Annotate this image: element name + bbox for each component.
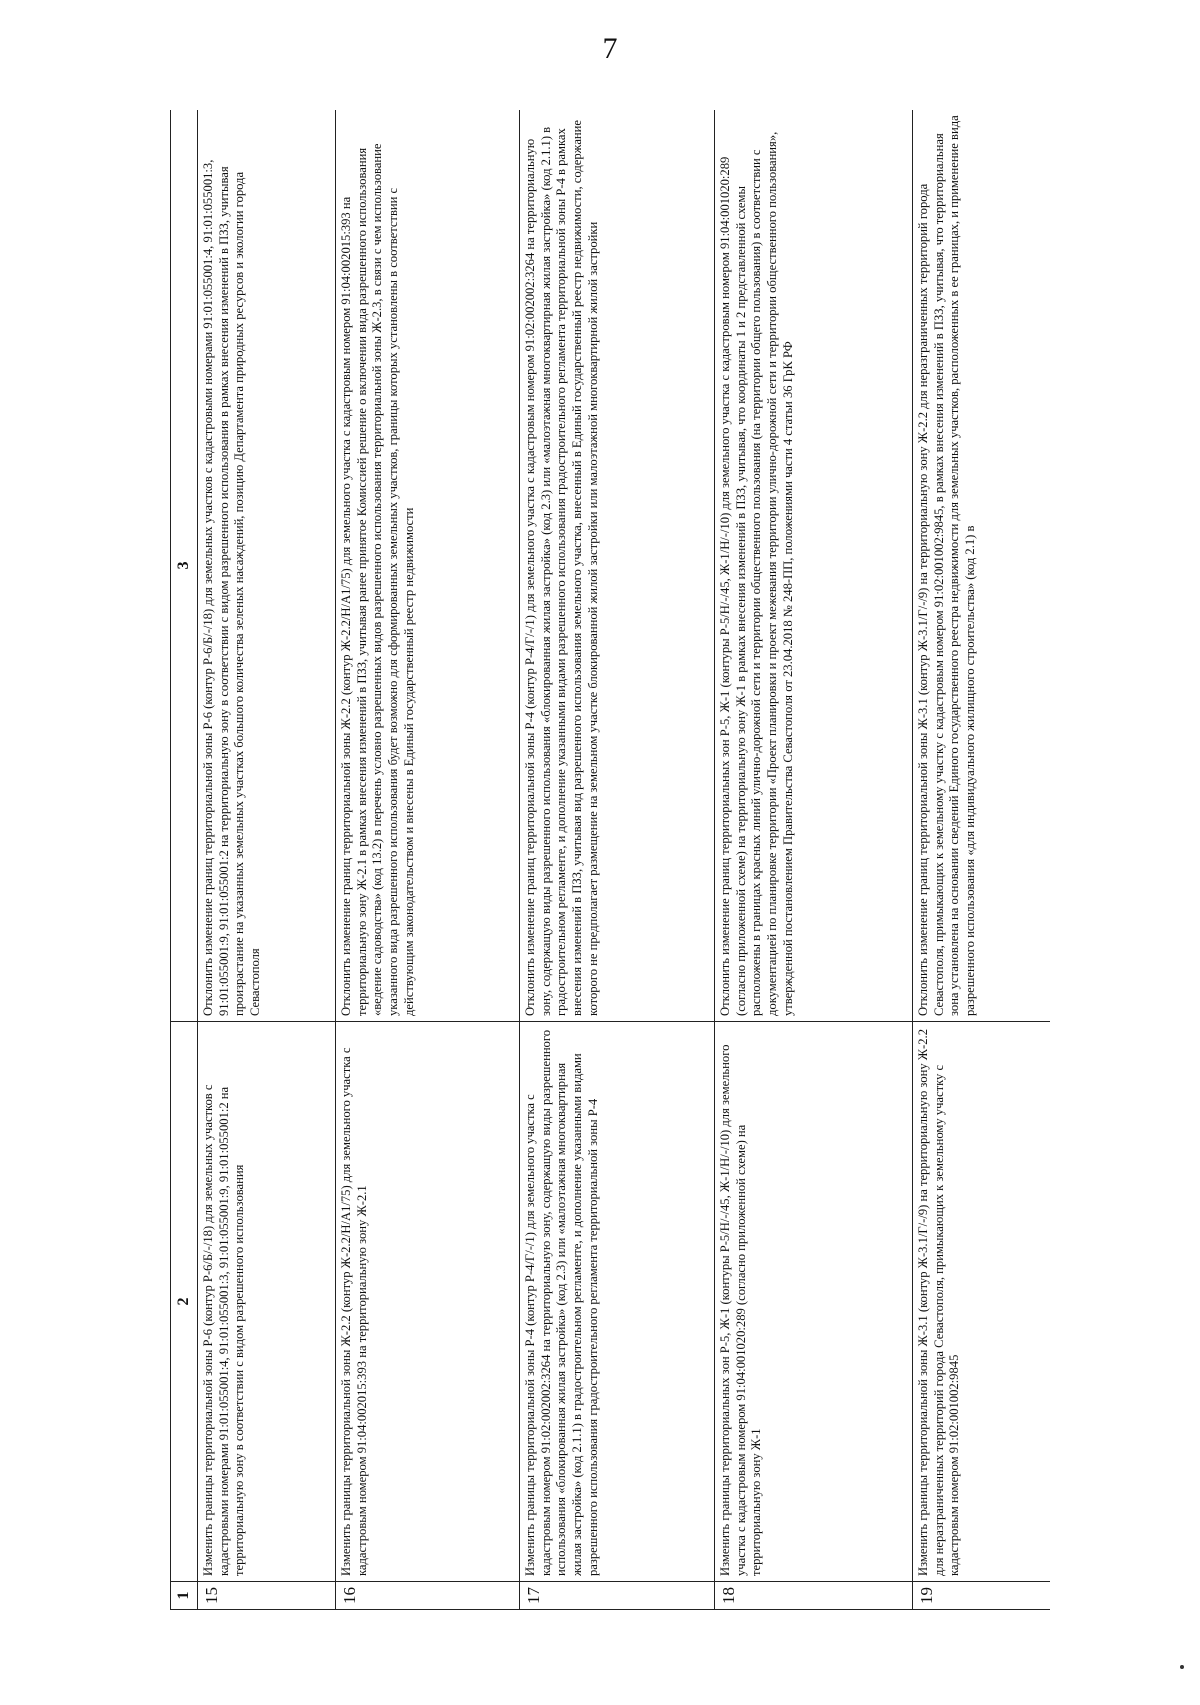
decision-table — [170, 110, 1050, 1610]
scan-speck — [1180, 1665, 1184, 1669]
row-number: 15 — [198, 1582, 336, 1610]
decision-cell: Отклонить изменение границ территориальной зоны Ж-3.1 (контур Ж-3.1/Г/-/9) на территориальную зону Ж-2.2 для неразграниченных территорий города Севастополя, примыкающих к земельному участку с кадастровым номером 91:02:001002:9845, в рамках внесения изменений в ПЗЗ, учитывая, что территориальная зона установлена на основании сведений Единого государственного реестра недвижимости для земельных участков, расположенных в ее границах, и применение вида разрешенного использования «для индивидуального жилищного строительства» (код 2.1) в — [913, 110, 1051, 1022]
table-header-row — [171, 110, 198, 1610]
proposal-cell: Изменить границы территориальной зоны Р-4 (контур Р-4/Г/-/1) для земельного участка с кадастровым номером 91:02:002002:3264 на территориальную зону, содержащую виды разрешенного использования «блокированная жилая застройка» (код 2.3) или «малоэтажная многоквартирная жилая застройка» (код 2.1.1) в градостроительном регламенте, и дополнение указанными видами разрешенного использования градостроительного регламента территориальной зоны Р-4 — [520, 1022, 715, 1582]
header-col-2: 2 — [171, 1022, 198, 1582]
table-row — [198, 110, 336, 1610]
header-col-1: 1 — [171, 1582, 198, 1610]
row-number: 19 — [913, 1582, 1051, 1610]
table-row — [715, 110, 913, 1610]
rotated-table-frame — [170, 110, 1050, 1610]
page-number: 7 — [602, 32, 618, 65]
header-col-3: 3 — [171, 110, 198, 1022]
table-row — [336, 110, 520, 1610]
row-number: 17 — [520, 1582, 715, 1610]
proposal-cell: Изменить границы территориальной зоны Ж-3.1 (контур Ж-3.1/Г/-/9) на территориальную зону Ж-2.2 для неразграниченных территорий города Севастополя, примыкающих к земельному участку с кадастровым номером 91:02:001002:9845 — [913, 1022, 1051, 1582]
table-row — [520, 110, 715, 1610]
rotated-table-sheet — [170, 110, 1050, 1610]
proposal-cell: Изменить границы территориальных зон Р-5, Ж-1 (контуры Р-5/Н/-/45, Ж-1/Н/-/10) для земельного участка с кадастровым номером 91:04:001020:289 (согласно приложенной схеме) на территориальную зону Ж-1 — [715, 1022, 913, 1582]
decision-cell: Отклонить изменение границ территориальной зоны Р-4 (контур Р-4/Г/-/1) для земельного участка с кадастровым номером 91:02:002002:3264 на территориальную зону, содержащую виды разрешенного использования «блокированная жилая застройка» (код 2.3) или «малоэтажная многоквартирная жилая застройка» (код 2.1.1) в градостроительном регламенте, и дополнение указанными видами разрешенного использования градостроительного регламента территориальной зоны Р-4 в рамках внесения изменений в ПЗЗ, учитывая вид разрешенного использования земельного участка, внесенный в Единый государственный реестр недвижимости, содержание которого не предполагает размещение на земельном участке блокированной жилой застройки или малоэтажной многоквартирной жилой застройки — [520, 110, 715, 1022]
decision-cell: Отклонить изменение границ территориальных зон Р-5, Ж-1 (контуры Р-5/Н/-/45, Ж-1/Н/-/10) для земельного участка с кадастровым номером 91:04:001020:289 (согласно приложенной схеме) на территориальную зону Ж-1 в рамках внесения изменений в ПЗЗ, учитывая, что координаты 1 и 2 представленной схемы расположены в границах красных линий улично-дорожной сети и территории общественного пользования (на территории общего пользования) в соответствии с документацией по планировке территории «Проект планировки и проект межевания территории улично-дорожной сети и территории общественного пользования», утвержденной постановлением Правительства Севастополя от 23.04.2018 № 248-ПП, положениями части 4 статьи 36 ГрК РФ — [715, 110, 913, 1022]
row-number: 16 — [336, 1582, 520, 1610]
decision-cell: Отклонить изменение границ территориальной зоны Ж-2.2 (контур Ж-2.2/Н/А1/75) для земельного участка с кадастровым номером 91:04:002015:393 на территориальную зону Ж-2.1 в рамках внесения изменений в ПЗЗ, учитывая ранее принятое Комиссией решение о включении вида разрешенного использования «ведение садоводства» (код 13.2) в перечень условно разрешенных видов разрешенного использования территориальной зоны Ж-2.3, в связи с чем использование указанного вида разрешенного использования будет возможно для сформированных земельных участков, границы которых установлены в соответствии с действующим законодательством и внесены в Единый государственный реестр недвижимости — [336, 110, 520, 1022]
proposal-cell: Изменить границы территориальной зоны Ж-2.2 (контур Ж-2.2/Н/А1/75) для земельного участка с кадастровым номером 91:04:002015:393 на территориальную зону Ж-2.1 — [336, 1022, 520, 1582]
decision-cell: Отклонить изменение границ территориальной зоны Р-6 (контур Р-6/Б/-/18) для земельных участков с кадастровыми номерами 91:01:055001:4, 91:01:055001:3, 91:01:055001:9, 91:01:055001:2 на территориальную зону в соответствии с видом разрешенного использования в рамках внесения изменений в ПЗЗ, учитывая произрастание на указанных земельных участках большого количества зеленых насаждений, позицию Департамента природных ресурсов и экологии города Севастополя — [198, 110, 336, 1022]
table-row — [913, 110, 1051, 1610]
row-number: 18 — [715, 1582, 913, 1610]
proposal-cell: Изменить границы территориальной зоны Р-6 (контур Р-6/Б/-/18) для земельных участков с кадастровыми номерами 91:01:055001:4, 91:01:055001:3, 91:01:055001:9, 91:01:055001:2 на территориальную зону в соответствии с видом разрешенного использования — [198, 1022, 336, 1582]
